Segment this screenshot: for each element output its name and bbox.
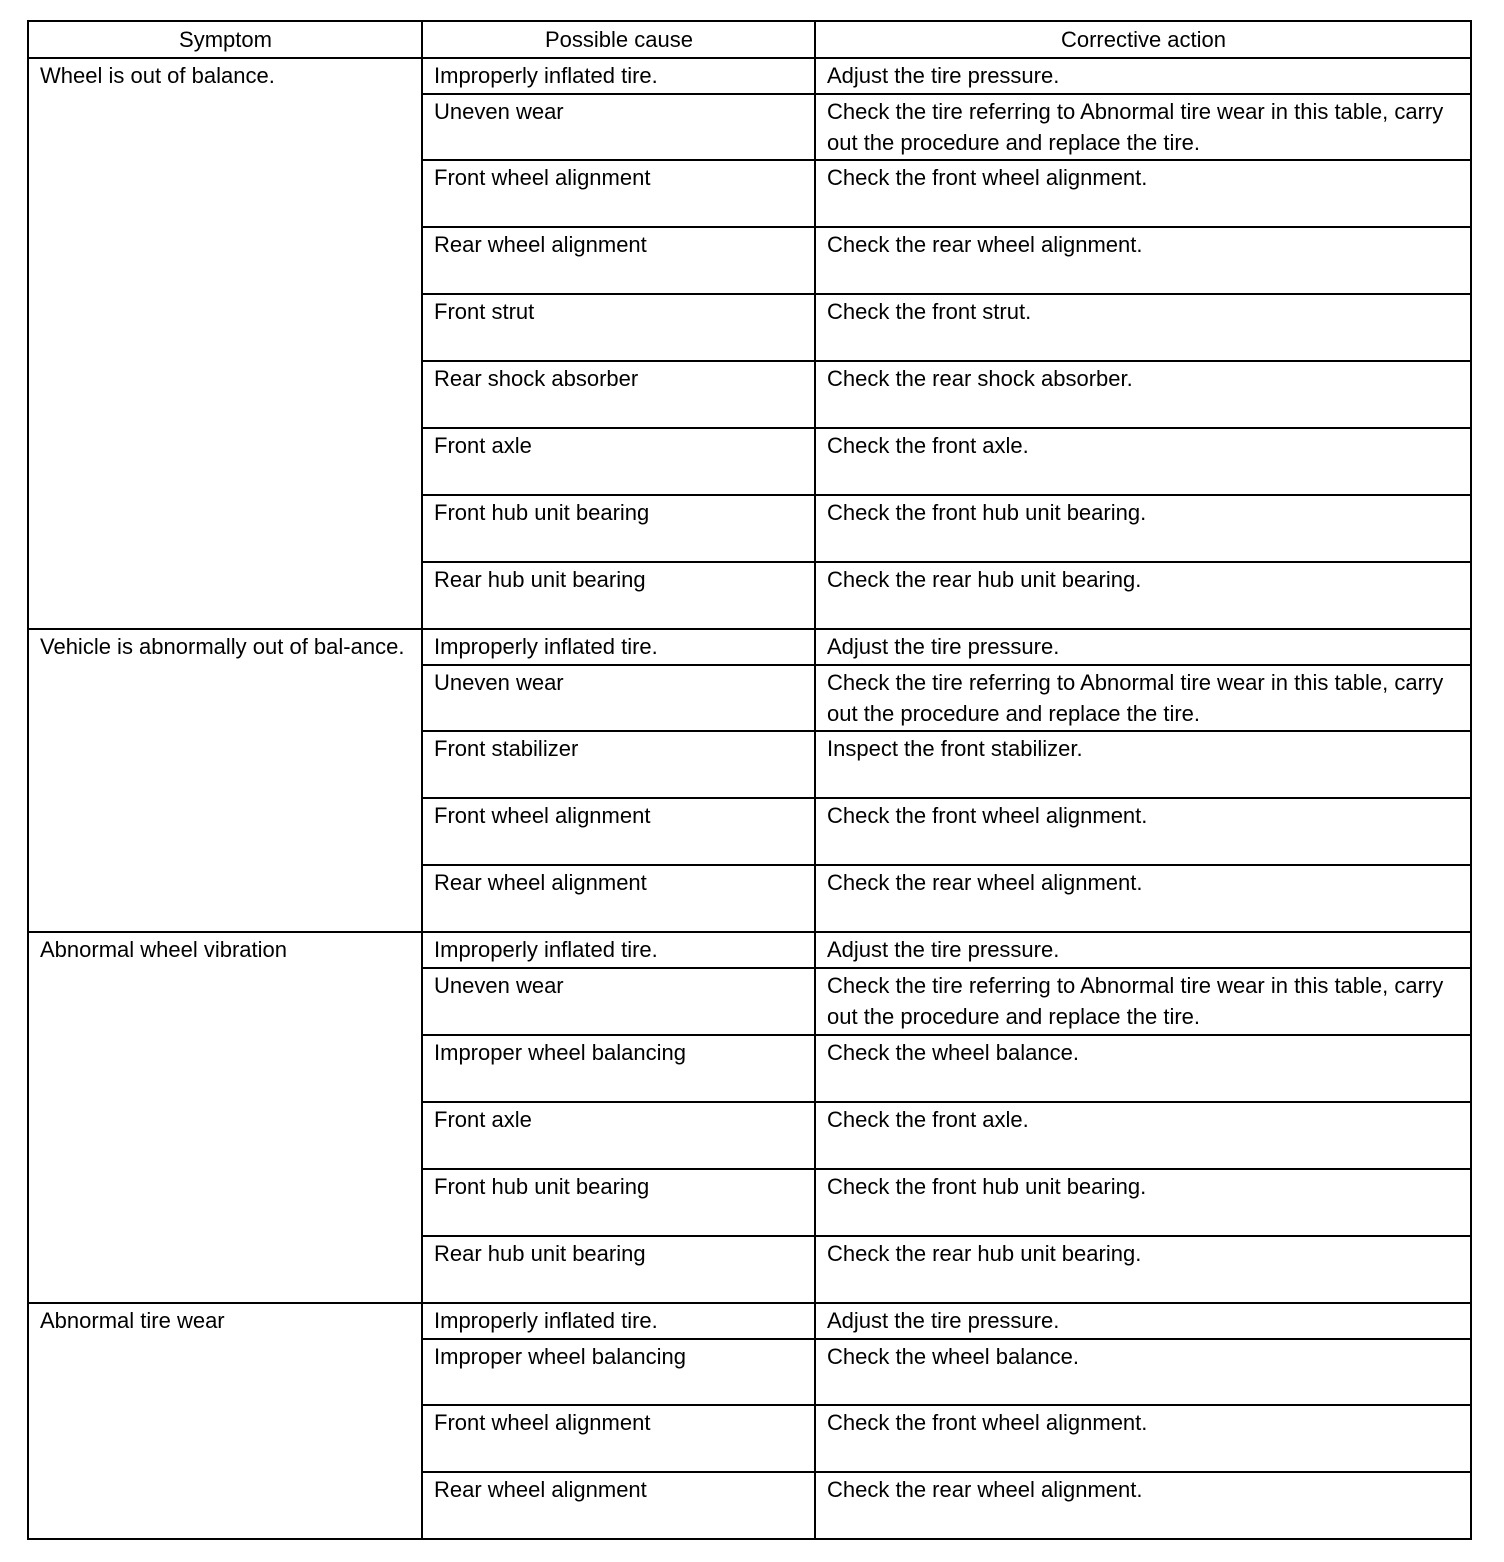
action-cell: Check the front axle. <box>815 428 1471 495</box>
cause-cell: Improperly inflated tire. <box>422 58 815 94</box>
action-cell: Adjust the tire pressure. <box>815 58 1471 94</box>
cause-cell: Rear hub unit bearing <box>422 1236 815 1303</box>
cause-cell: Uneven wear <box>422 94 815 160</box>
action-cell: Check the front wheel alignment. <box>815 798 1471 865</box>
action-cell: Check the tire referring to Abnormal tire wear in this table, carry out the procedure and replace the tire. <box>815 665 1471 731</box>
action-cell: Check the front strut. <box>815 294 1471 361</box>
table-row <box>28 58 1471 94</box>
action-cell: Check the wheel balance. <box>815 1339 1471 1405</box>
action-cell: Check the front hub unit bearing. <box>815 495 1471 562</box>
action-cell: Check the tire referring to Abnormal tire wear in this table, carry out the procedure and replace the tire. <box>815 968 1471 1035</box>
action-cell: Check the rear wheel alignment. <box>815 865 1471 932</box>
cause-cell: Improper wheel balancing <box>422 1339 815 1405</box>
cause-cell: Front axle <box>422 1102 815 1169</box>
action-cell: Check the rear shock absorber. <box>815 361 1471 428</box>
cause-cell: Rear wheel alignment <box>422 865 815 932</box>
symptom-cell: Abnormal wheel vibration <box>28 932 422 1303</box>
header-symptom: Symptom <box>28 21 422 58</box>
action-cell: Check the wheel balance. <box>815 1035 1471 1102</box>
cause-cell: Front stabilizer <box>422 731 815 798</box>
cause-cell: Rear wheel alignment <box>422 1472 815 1539</box>
cause-cell: Front strut <box>422 294 815 361</box>
action-cell: Check the front hub unit bearing. <box>815 1169 1471 1236</box>
troubleshooting-table <box>27 20 1472 1540</box>
table-row <box>28 932 1471 968</box>
action-cell: Check the rear hub unit bearing. <box>815 1236 1471 1303</box>
action-cell: Check the front wheel alignment. <box>815 1405 1471 1472</box>
cause-cell: Front axle <box>422 428 815 495</box>
cause-cell: Front wheel alignment <box>422 798 815 865</box>
header-corrective-action: Corrective action <box>815 21 1471 58</box>
cause-cell: Improperly inflated tire. <box>422 1303 815 1339</box>
cause-cell: Front wheel alignment <box>422 1405 815 1472</box>
action-cell: Adjust the tire pressure. <box>815 1303 1471 1339</box>
cause-cell: Uneven wear <box>422 968 815 1035</box>
cause-cell: Front wheel alignment <box>422 160 815 227</box>
cause-cell: Rear wheel alignment <box>422 227 815 294</box>
cause-cell: Rear hub unit bearing <box>422 562 815 629</box>
cause-cell: Improperly inflated tire. <box>422 932 815 968</box>
action-cell: Inspect the front stabilizer. <box>815 731 1471 798</box>
cause-cell: Improperly inflated tire. <box>422 629 815 665</box>
symptom-cell: Vehicle is abnormally out of bal-ance. <box>28 629 422 932</box>
action-cell: Check the tire referring to Abnormal tire wear in this table, carry out the procedure and replace the tire. <box>815 94 1471 160</box>
symptom-cell: Wheel is out of balance. <box>28 58 422 629</box>
action-cell: Check the rear wheel alignment. <box>815 227 1471 294</box>
header-row <box>28 21 1471 58</box>
action-cell: Adjust the tire pressure. <box>815 629 1471 665</box>
table-row <box>28 1303 1471 1339</box>
cause-cell: Front hub unit bearing <box>422 1169 815 1236</box>
cause-cell: Improper wheel balancing <box>422 1035 815 1102</box>
cause-cell: Uneven wear <box>422 665 815 731</box>
symptom-cell: Abnormal tire wear <box>28 1303 422 1539</box>
cause-cell: Rear shock absorber <box>422 361 815 428</box>
table-row <box>28 629 1471 665</box>
header-possible-cause: Possible cause <box>422 21 815 58</box>
action-cell: Check the rear hub unit bearing. <box>815 562 1471 629</box>
action-cell: Check the front axle. <box>815 1102 1471 1169</box>
action-cell: Check the front wheel alignment. <box>815 160 1471 227</box>
cause-cell: Front hub unit bearing <box>422 495 815 562</box>
action-cell: Adjust the tire pressure. <box>815 932 1471 968</box>
action-cell: Check the rear wheel alignment. <box>815 1472 1471 1539</box>
